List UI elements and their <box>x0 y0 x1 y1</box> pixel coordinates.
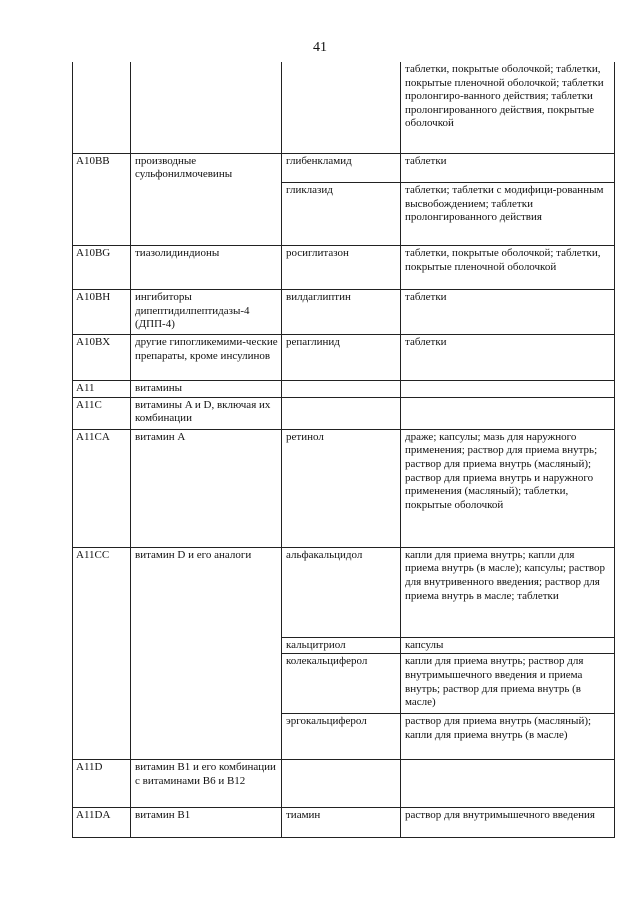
drug-name-cell: глибенкламид <box>282 153 401 183</box>
table-row <box>73 62 615 153</box>
table-row <box>73 654 615 714</box>
table-row <box>73 183 615 246</box>
drug-name-cell <box>282 381 401 398</box>
atc-code-cell: A10BG <box>73 246 131 290</box>
group-cell: производные сульфонилмочевины <box>131 153 282 183</box>
table-row <box>73 290 615 335</box>
dosage-form-cell: таблетки; таблетки с модифици-рованным высвобождением; таблетки пролонгированного действия <box>401 183 615 246</box>
drug-table <box>72 62 615 838</box>
table-row <box>73 429 615 547</box>
drug-name-cell: ретинол <box>282 429 401 547</box>
drug-name-cell: вилдаглиптин <box>282 290 401 335</box>
group-cell: тиазолидиндионы <box>131 246 282 290</box>
dosage-form-cell: раствор для приема внутрь (масляный); капли для приема внутрь (в масле) <box>401 714 615 760</box>
page-number: 41 <box>313 40 327 55</box>
group-cell: витамины <box>131 381 282 398</box>
dosage-form-cell: таблетки, покрытые оболочкой; таблетки, покрытые пленочной оболочкой; таблетки пролонгиро-ванного действия; таблетки пролонгированного действия, покрытые оболочкой <box>401 62 615 153</box>
group-cell: другие гипогликемими-ческие препараты, кроме инсулинов <box>131 335 282 381</box>
drug-name-cell: альфакальцидол <box>282 547 401 637</box>
drug-name-cell: колекальциферол <box>282 654 401 714</box>
group-cell <box>131 654 282 714</box>
dosage-form-cell: раствор для внутримышечного введения <box>401 808 615 838</box>
table-row <box>73 637 615 654</box>
atc-code-cell <box>73 714 131 760</box>
table-row <box>73 153 615 183</box>
dosage-form-cell: капли для приема внутрь; капли для приема внутрь (в масле); капсулы; раствор для внутривенного введения; раствор для приема внутрь в масле; таблетки <box>401 547 615 637</box>
table-row <box>73 381 615 398</box>
atc-code-cell <box>73 183 131 246</box>
drug-name-cell <box>282 62 401 153</box>
dosage-form-cell: капли для приема внутрь; раствор для внутримышечного введения и приема внутрь; раствор для приема внутрь (в масле) <box>401 654 615 714</box>
atc-code-cell: A11DA <box>73 808 131 838</box>
atc-code-cell: A11D <box>73 760 131 808</box>
table-row <box>73 760 615 808</box>
table-row <box>73 335 615 381</box>
atc-code-cell: A11C <box>73 397 131 429</box>
atc-code-cell <box>73 654 131 714</box>
dosage-form-cell: таблетки <box>401 335 615 381</box>
table-row <box>73 397 615 429</box>
drug-name-cell: росиглитазон <box>282 246 401 290</box>
group-cell <box>131 62 282 153</box>
dosage-form-cell: таблетки <box>401 290 615 335</box>
group-cell <box>131 637 282 654</box>
table-row <box>73 246 615 290</box>
group-cell: витамин A <box>131 429 282 547</box>
dosage-form-cell: капсулы <box>401 637 615 654</box>
dosage-form-cell: таблетки, покрытые оболочкой; таблетки, покрытые пленочной оболочкой <box>401 246 615 290</box>
drug-name-cell: кальцитриол <box>282 637 401 654</box>
dosage-form-cell <box>401 381 615 398</box>
atc-code-cell: A10BB <box>73 153 131 183</box>
drug-name-cell <box>282 760 401 808</box>
drug-name-cell <box>282 397 401 429</box>
atc-code-cell: A11CA <box>73 429 131 547</box>
atc-code-cell: A10BH <box>73 290 131 335</box>
atc-code-cell <box>73 62 131 153</box>
dosage-form-cell <box>401 760 615 808</box>
atc-code-cell: A10BX <box>73 335 131 381</box>
group-cell: витамин B1 и его комбинации с витаминами B6 и B12 <box>131 760 282 808</box>
drug-name-cell: гликлазид <box>282 183 401 246</box>
atc-code-cell: A11 <box>73 381 131 398</box>
table-row <box>73 808 615 838</box>
table-row <box>73 714 615 760</box>
group-cell: витамины A и D, включая их комбинации <box>131 397 282 429</box>
group-cell: ингибиторы дипептидилпептидазы-4 (ДПП-4) <box>131 290 282 335</box>
group-cell <box>131 183 282 246</box>
dosage-form-cell <box>401 397 615 429</box>
dosage-form-cell: драже; капсулы; мазь для наружного применения; раствор для приема внутрь; раствор для приема внутрь (масляный); раствор для приема внутрь и наружного применения (масляный); таблетки, покрытые оболочкой <box>401 429 615 547</box>
group-cell: витамин D и его аналоги <box>131 547 282 637</box>
group-cell <box>131 714 282 760</box>
atc-code-cell <box>73 637 131 654</box>
group-cell: витамин B1 <box>131 808 282 838</box>
drug-name-cell: репаглинид <box>282 335 401 381</box>
drug-name-cell: тиамин <box>282 808 401 838</box>
drug-name-cell: эргокальциферол <box>282 714 401 760</box>
table-row <box>73 547 615 637</box>
dosage-form-cell: таблетки <box>401 153 615 183</box>
atc-code-cell: A11CC <box>73 547 131 637</box>
